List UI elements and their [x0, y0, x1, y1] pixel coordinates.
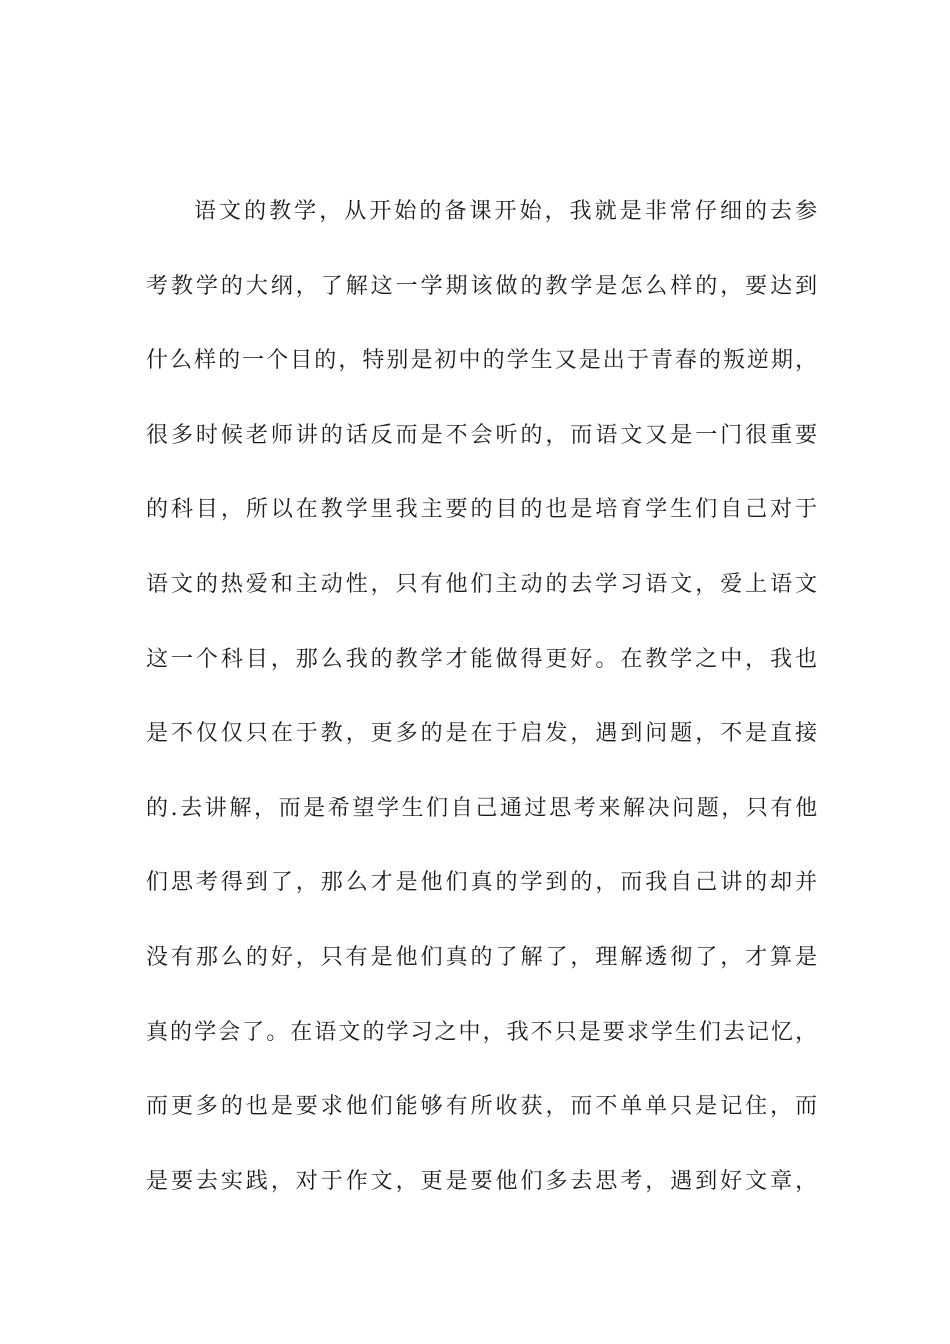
- body-paragraph: [146, 200, 818, 1244]
- text-line: 的.去讲解，而是希望学生们自己通过思考来解决问题，只有他: [146, 795, 818, 821]
- text-line: 们思考得到了，那么才是他们真的学到的，而我自己讲的却并: [146, 870, 818, 896]
- text-line: 是要去实践，对于作文，更是要他们多去思考，遇到好文章，: [146, 1168, 818, 1194]
- text-line: 是不仅仅只在于教，更多的是在于启发，遇到问题，不是直接: [146, 721, 818, 747]
- text-line: 这一个科目，那么我的教学才能做得更好。在教学之中，我也: [146, 646, 818, 672]
- text-line: 真的学会了。在语文的学习之中，我不只是要求学生们去记忆，: [146, 1019, 818, 1045]
- text-line: 语文的教学，从开始的备课开始，我就是非常仔细的去参: [194, 199, 818, 224]
- text-line: 的科目，所以在教学里我主要的目的也是培育学生们自己对于: [146, 497, 818, 523]
- text-line: 考教学的大纲，了解这一学期该做的教学是怎么样的，要达到: [146, 273, 818, 299]
- text-line: 很多时候老师讲的话反而是不会听的，而语文又是一门很重要: [146, 422, 818, 448]
- text-line: 没有那么的好，只有是他们真的了解了，理解透彻了，才算是: [146, 944, 818, 970]
- text-line: 而更多的也是要求他们能够有所收获，而不单单只是记住，而: [146, 1094, 818, 1120]
- text-line: 什么样的一个目的，特别是初中的学生又是出于青春的叛逆期，: [146, 348, 818, 374]
- text-line: 语文的热爱和主动性，只有他们主动的去学习语文，爱上语文: [146, 571, 818, 597]
